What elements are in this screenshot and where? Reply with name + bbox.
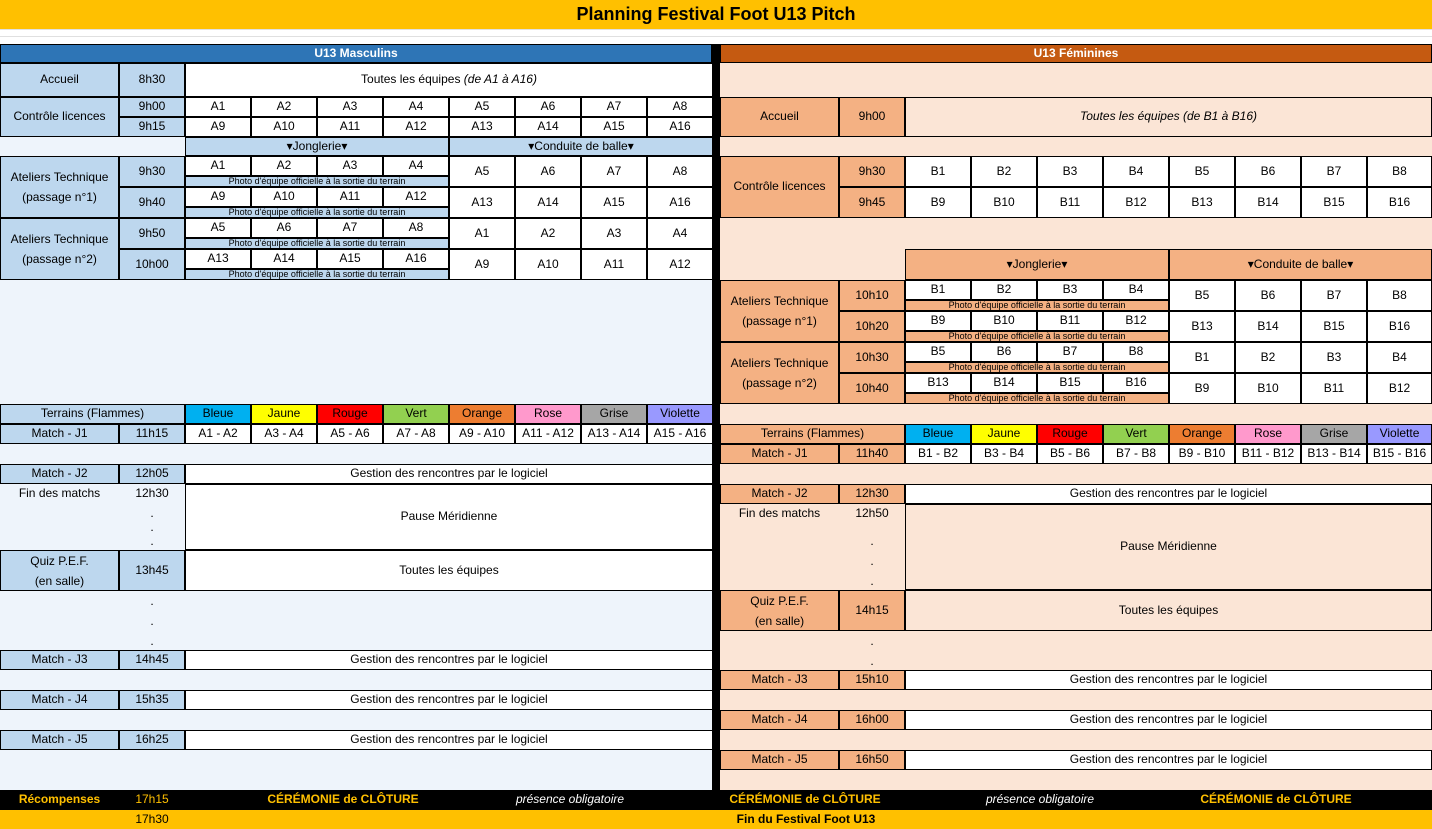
- match-j3-time: 15h10: [839, 670, 905, 690]
- flag-rouge: Rouge: [1037, 424, 1103, 444]
- end-time: 17h30: [135, 811, 169, 826]
- match-j5-text: Gestion des rencontres par le logiciel: [905, 750, 1432, 770]
- ateliers-label-line-2: (passage n°1): [22, 190, 97, 204]
- flag-grise: Grise: [581, 404, 647, 424]
- licences-time: 9h00: [119, 97, 185, 117]
- jonglerie-header: ▾Jonglerie▾: [905, 249, 1169, 280]
- dot: .: [150, 615, 154, 629]
- conduite-team-cell: A1: [449, 218, 515, 249]
- jonglerie-team-cell: B16: [1103, 373, 1169, 393]
- licence-team-cell: A13: [449, 117, 515, 137]
- accueil-text-italic: (de A1 à A16): [463, 72, 537, 87]
- conduite-team-cell: B12: [1367, 373, 1432, 404]
- match-j1-label: Match - J1: [0, 424, 119, 444]
- match-j2-label: Match - J2: [720, 484, 839, 504]
- match-pair-cell: B1 - B2: [905, 444, 971, 464]
- jonglerie-team-cell: B10: [971, 311, 1037, 331]
- licence-team-cell: A1: [185, 97, 251, 117]
- conduite-team-cell: B6: [1235, 280, 1301, 311]
- ateliers-label-line-2: (passage n°1): [742, 314, 817, 328]
- ateliers-time: 10h00: [119, 249, 185, 280]
- quiz-time: 13h45: [119, 550, 185, 591]
- match-j5-label: Match - J5: [0, 730, 119, 750]
- match-pair-cell: A13 - A14: [581, 424, 647, 444]
- accueil-time: 8h30: [119, 63, 185, 97]
- accueil-label: Accueil: [720, 97, 839, 137]
- jonglerie-team-cell: B13: [905, 373, 971, 393]
- quiz-label-line-1: Quiz P.E.F.: [30, 553, 89, 568]
- conduite-team-cell: B14: [1235, 311, 1301, 342]
- match-j3-text: Gestion des rencontres par le logiciel: [185, 650, 713, 670]
- conduite-team-cell: A5: [449, 156, 515, 187]
- match-j4-label: Match - J4: [720, 710, 839, 730]
- conduite-team-cell: B8: [1367, 280, 1432, 311]
- flag-jaune: Jaune: [251, 404, 317, 424]
- jonglerie-team-cell: B9: [905, 311, 971, 331]
- fin-matchs-time: 12h30: [135, 486, 169, 501]
- conduite-team-cell: B16: [1367, 311, 1432, 342]
- quiz-text: Toutes les équipes: [185, 550, 713, 591]
- accueil-text: Toutes les équipes (de B1 à B16): [905, 97, 1432, 137]
- conduite-team-cell: A6: [515, 156, 581, 187]
- licence-team-cell: B7: [1301, 156, 1367, 187]
- jonglerie-team-cell: B2: [971, 280, 1037, 300]
- terrains-label: Terrains (Flammes): [720, 424, 905, 444]
- conduite-team-cell: A12: [647, 249, 713, 280]
- licence-team-cell: B10: [971, 187, 1037, 218]
- dot: .: [870, 555, 874, 569]
- recompenses-label: Récompenses: [18, 792, 101, 807]
- match-j3-label: Match - J3: [720, 670, 839, 690]
- match-j5-label: Match - J5: [720, 750, 839, 770]
- dot: .: [870, 635, 874, 649]
- licence-team-cell: B5: [1169, 156, 1235, 187]
- conduite-header: ▾Conduite de balle▾: [449, 137, 713, 156]
- match-pair-cell: B7 - B8: [1103, 444, 1169, 464]
- ateliers-label: [0, 218, 119, 280]
- licence-team-cell: B3: [1037, 156, 1103, 187]
- jonglerie-team-cell: B4: [1103, 280, 1169, 300]
- flag-rose: Rose: [515, 404, 581, 424]
- match-j2-time: 12h30: [839, 484, 905, 504]
- licence-team-cell: B14: [1235, 187, 1301, 218]
- jonglerie-team-cell: A1: [185, 156, 251, 176]
- photo-note: Photo d'équipe officielle à la sortie du terrain: [905, 362, 1169, 373]
- fin-matchs-label: Fin des matchs: [18, 486, 101, 501]
- conduite-team-cell: A4: [647, 218, 713, 249]
- ateliers-label-line-1: Ateliers Technique: [10, 170, 109, 184]
- ateliers-label-line-1: Ateliers Technique: [10, 232, 109, 246]
- conduite-team-cell: B5: [1169, 280, 1235, 311]
- licence-team-cell: B15: [1301, 187, 1367, 218]
- flag-violette: Violette: [1367, 424, 1432, 444]
- jonglerie-team-cell: B8: [1103, 342, 1169, 362]
- licence-team-cell: B4: [1103, 156, 1169, 187]
- jonglerie-team-cell: A6: [251, 218, 317, 238]
- match-j4-time: 16h00: [839, 710, 905, 730]
- ateliers-time: 10h10: [839, 280, 905, 311]
- ateliers-label-line-2: (passage n°2): [22, 252, 97, 266]
- match-j3-label: Match - J3: [0, 650, 119, 670]
- ateliers-label: [720, 342, 839, 404]
- licence-team-cell: A12: [383, 117, 449, 137]
- conduite-team-cell: A10: [515, 249, 581, 280]
- quiz-label-line-2: (en salle): [34, 573, 85, 588]
- match-j3-text: Gestion des rencontres par le logiciel: [905, 670, 1432, 690]
- jonglerie-team-cell: B3: [1037, 280, 1103, 300]
- jonglerie-team-cell: A15: [317, 249, 383, 269]
- dot: .: [150, 521, 154, 535]
- licence-team-cell: A9: [185, 117, 251, 137]
- jonglerie-team-cell: B5: [905, 342, 971, 362]
- conduite-team-cell: A8: [647, 156, 713, 187]
- match-j2-time: 12h05: [119, 464, 185, 484]
- conduite-team-cell: A2: [515, 218, 581, 249]
- ateliers-time: 9h40: [119, 187, 185, 218]
- fin-matchs-label: Fin des matchs: [738, 506, 821, 521]
- licence-team-cell: A14: [515, 117, 581, 137]
- jonglerie-team-cell: B14: [971, 373, 1037, 393]
- licence-team-cell: B1: [905, 156, 971, 187]
- quiz-label-line-2: (en salle): [754, 613, 805, 628]
- match-j2-text: Gestion des rencontres par le logiciel: [905, 484, 1432, 504]
- licence-team-cell: A15: [581, 117, 647, 137]
- licence-team-cell: A6: [515, 97, 581, 117]
- conduite-team-cell: B13: [1169, 311, 1235, 342]
- flag-bleue: Bleue: [905, 424, 971, 444]
- match-pair-cell: A1 - A2: [185, 424, 251, 444]
- flag-rouge: Rouge: [317, 404, 383, 424]
- grid-line: [0, 36, 1432, 37]
- ateliers-label-line-2: (passage n°2): [742, 376, 817, 390]
- ceremony-title: CÉRÉMONIE de CLÔTURE: [729, 792, 881, 807]
- match-pair-cell: B9 - B10: [1169, 444, 1235, 464]
- licence-team-cell: B13: [1169, 187, 1235, 218]
- jonglerie-team-cell: B15: [1037, 373, 1103, 393]
- match-pair-cell: A7 - A8: [383, 424, 449, 444]
- fin-matchs-time: 12h50: [855, 506, 889, 521]
- quiz-text: Toutes les équipes: [905, 590, 1432, 631]
- accueil-text-normal: Toutes les équipes: [361, 72, 464, 87]
- ateliers-label: [0, 156, 119, 218]
- ateliers-time: 10h20: [839, 311, 905, 342]
- masculin-header: U13 Masculins: [0, 44, 712, 63]
- licence-team-cell: B12: [1103, 187, 1169, 218]
- photo-note: Photo d'équipe officielle à la sortie du terrain: [905, 300, 1169, 311]
- dot: .: [150, 635, 154, 649]
- terrains-label: Terrains (Flammes): [0, 404, 185, 424]
- flag-jaune: Jaune: [971, 424, 1037, 444]
- photo-note: Photo d'équipe officielle à la sortie du terrain: [185, 269, 449, 280]
- match-pair-cell: B13 - B14: [1301, 444, 1367, 464]
- pause-meridienne: Pause Méridienne: [905, 504, 1432, 590]
- flag-orange: Orange: [449, 404, 515, 424]
- match-j5-time: 16h25: [119, 730, 185, 750]
- photo-note: Photo d'équipe officielle à la sortie du terrain: [185, 176, 449, 187]
- licence-team-cell: A11: [317, 117, 383, 137]
- licences-time: 9h15: [119, 117, 185, 137]
- conduite-team-cell: B2: [1235, 342, 1301, 373]
- ceremony-title: CÉRÉMONIE de CLÔTURE: [1200, 792, 1352, 807]
- licence-team-cell: B6: [1235, 156, 1301, 187]
- conduite-team-cell: A3: [581, 218, 647, 249]
- jonglerie-team-cell: A16: [383, 249, 449, 269]
- match-j5-text: Gestion des rencontres par le logiciel: [185, 730, 713, 750]
- match-j4-label: Match - J4: [0, 690, 119, 710]
- jonglerie-team-cell: A5: [185, 218, 251, 238]
- jonglerie-team-cell: A13: [185, 249, 251, 269]
- flag-rose: Rose: [1235, 424, 1301, 444]
- ateliers-time: 9h30: [119, 156, 185, 187]
- licence-team-cell: B16: [1367, 187, 1432, 218]
- match-j2-text: Gestion des rencontres par le logiciel: [185, 464, 713, 484]
- licence-team-cell: A7: [581, 97, 647, 117]
- jonglerie-header: ▾Jonglerie▾: [185, 137, 449, 156]
- licences-time: 9h30: [839, 156, 905, 187]
- conduite-header: ▾Conduite de balle▾: [1169, 249, 1432, 280]
- ateliers-time: 10h40: [839, 373, 905, 404]
- grid-line: [0, 29, 1432, 30]
- ateliers-time: 9h50: [119, 218, 185, 249]
- ateliers-label-line-1: Ateliers Technique: [730, 294, 829, 308]
- jonglerie-team-cell: B6: [971, 342, 1037, 362]
- accueil-label: Accueil: [0, 63, 119, 97]
- flag-orange: Orange: [1169, 424, 1235, 444]
- end-title: Fin du Festival Foot U13: [736, 811, 876, 826]
- pause-meridienne: Pause Méridienne: [185, 484, 713, 550]
- jonglerie-team-cell: A14: [251, 249, 317, 269]
- conduite-team-cell: B3: [1301, 342, 1367, 373]
- flag-grise: Grise: [1301, 424, 1367, 444]
- conduite-team-cell: A13: [449, 187, 515, 218]
- conduite-team-cell: A16: [647, 187, 713, 218]
- licences-label: Contrôle licences: [0, 97, 119, 137]
- match-j1-time: 11h15: [119, 424, 185, 444]
- licence-team-cell: A2: [251, 97, 317, 117]
- flag-bleue: Bleue: [185, 404, 251, 424]
- jonglerie-team-cell: A4: [383, 156, 449, 176]
- match-pair-cell: A11 - A12: [515, 424, 581, 444]
- photo-note: Photo d'équipe officielle à la sortie du terrain: [905, 393, 1169, 404]
- jonglerie-team-cell: A10: [251, 187, 317, 207]
- match-pair-cell: A15 - A16: [647, 424, 713, 444]
- licences-label: Contrôle licences: [720, 156, 839, 218]
- accueil-text: [185, 63, 713, 97]
- presence-obligatoire: présence obligatoire: [985, 792, 1095, 807]
- ateliers-label-line-1: Ateliers Technique: [730, 356, 829, 370]
- dot: .: [150, 595, 154, 609]
- dot: .: [870, 535, 874, 549]
- licence-team-cell: B2: [971, 156, 1037, 187]
- sheet-title: Planning Festival Foot U13 Pitch: [0, 0, 1432, 29]
- match-j4-text: Gestion des rencontres par le logiciel: [185, 690, 713, 710]
- match-j4-time: 15h35: [119, 690, 185, 710]
- jonglerie-team-cell: B11: [1037, 311, 1103, 331]
- conduite-team-cell: A9: [449, 249, 515, 280]
- dot: .: [150, 507, 154, 521]
- jonglerie-team-cell: A9: [185, 187, 251, 207]
- licence-team-cell: A8: [647, 97, 713, 117]
- ateliers-time: 10h30: [839, 342, 905, 373]
- jonglerie-team-cell: A3: [317, 156, 383, 176]
- jonglerie-team-cell: A11: [317, 187, 383, 207]
- conduite-team-cell: B11: [1301, 373, 1367, 404]
- flag-vert: Vert: [1103, 424, 1169, 444]
- conduite-team-cell: B4: [1367, 342, 1432, 373]
- dot: .: [150, 535, 154, 549]
- quiz-label: [0, 550, 119, 591]
- licence-team-cell: B11: [1037, 187, 1103, 218]
- conduite-team-cell: A7: [581, 156, 647, 187]
- licence-team-cell: B9: [905, 187, 971, 218]
- flag-vert: Vert: [383, 404, 449, 424]
- quiz-label: [720, 590, 839, 631]
- conduite-team-cell: A14: [515, 187, 581, 218]
- dot: .: [870, 575, 874, 589]
- dot: .: [870, 655, 874, 669]
- jonglerie-team-cell: B1: [905, 280, 971, 300]
- photo-note: Photo d'équipe officielle à la sortie du terrain: [185, 207, 449, 218]
- licence-team-cell: B8: [1367, 156, 1432, 187]
- licence-team-cell: A4: [383, 97, 449, 117]
- ceremony-title: CÉRÉMONIE de CLÔTURE: [267, 792, 419, 807]
- center-divider: [712, 44, 720, 790]
- match-pair-cell: A3 - A4: [251, 424, 317, 444]
- match-pair-cell: B5 - B6: [1037, 444, 1103, 464]
- match-j3-time: 14h45: [119, 650, 185, 670]
- match-j5-time: 16h50: [839, 750, 905, 770]
- quiz-label-line-1: Quiz P.E.F.: [750, 593, 809, 608]
- photo-note: Photo d'équipe officielle à la sortie du terrain: [185, 238, 449, 249]
- jonglerie-team-cell: B7: [1037, 342, 1103, 362]
- presence-obligatoire: présence obligatoire: [515, 792, 625, 807]
- quiz-time: 14h15: [839, 590, 905, 631]
- licence-team-cell: A5: [449, 97, 515, 117]
- match-pair-cell: B15 - B16: [1367, 444, 1432, 464]
- conduite-team-cell: A11: [581, 249, 647, 280]
- photo-note: Photo d'équipe officielle à la sortie du terrain: [905, 331, 1169, 342]
- jonglerie-team-cell: A2: [251, 156, 317, 176]
- match-j4-text: Gestion des rencontres par le logiciel: [905, 710, 1432, 730]
- licence-team-cell: A10: [251, 117, 317, 137]
- accueil-time: 9h00: [839, 97, 905, 137]
- match-pair-cell: A9 - A10: [449, 424, 515, 444]
- conduite-team-cell: B9: [1169, 373, 1235, 404]
- match-j1-time: 11h40: [839, 444, 905, 464]
- licence-team-cell: A16: [647, 117, 713, 137]
- conduite-team-cell: A15: [581, 187, 647, 218]
- conduite-team-cell: B10: [1235, 373, 1301, 404]
- jonglerie-team-cell: A12: [383, 187, 449, 207]
- match-j1-label: Match - J1: [720, 444, 839, 464]
- ceremony-time: 17h15: [135, 792, 169, 807]
- conduite-team-cell: B1: [1169, 342, 1235, 373]
- conduite-team-cell: B15: [1301, 311, 1367, 342]
- conduite-team-cell: B7: [1301, 280, 1367, 311]
- match-j2-label: Match - J2: [0, 464, 119, 484]
- feminin-header: U13 Féminines: [720, 44, 1432, 63]
- ateliers-label: [720, 280, 839, 342]
- match-pair-cell: B11 - B12: [1235, 444, 1301, 464]
- jonglerie-team-cell: A8: [383, 218, 449, 238]
- licence-team-cell: A3: [317, 97, 383, 117]
- jonglerie-team-cell: B12: [1103, 311, 1169, 331]
- licences-time: 9h45: [839, 187, 905, 218]
- flag-violette: Violette: [647, 404, 713, 424]
- match-pair-cell: B3 - B4: [971, 444, 1037, 464]
- jonglerie-team-cell: A7: [317, 218, 383, 238]
- match-pair-cell: A5 - A6: [317, 424, 383, 444]
